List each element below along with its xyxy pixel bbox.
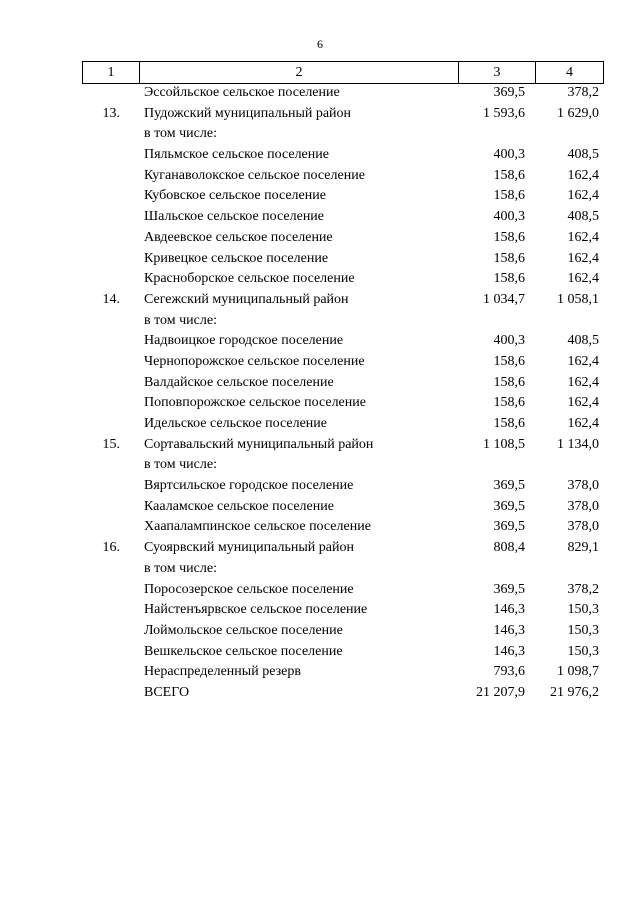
row-name: Идельское сельское поселение	[144, 416, 328, 431]
row-value-col4: 162,4	[567, 353, 599, 369]
row-value-col3: 158,6	[493, 188, 525, 204]
row-name: Сортавальский муниципальный район	[144, 436, 374, 452]
row-value-col3: 369,5	[493, 581, 525, 597]
table-body	[82, 83, 603, 704]
row-name: Авдеевское сельское поселение	[144, 229, 333, 245]
row-number: 13.	[102, 105, 120, 121]
row-value-col3: 158,6	[493, 374, 525, 390]
table-row	[82, 228, 603, 249]
row-value-col4: 162,4	[567, 395, 599, 411]
row-name: Пяльмское сельское поселение	[144, 147, 329, 163]
row-name: Лоймольское сельское поселение	[144, 622, 343, 638]
row-value-col3: 369,5	[493, 519, 525, 535]
table-row	[82, 393, 603, 414]
row-value-col4: 1 098,7	[557, 664, 599, 680]
row-value-col3: 158,6	[493, 167, 525, 183]
row-number: 14.	[102, 291, 120, 307]
row-name: Вешкельское сельское поселение	[144, 643, 343, 659]
row-value-col3: 146,3	[493, 602, 525, 618]
row-value-col4: 378,0	[567, 498, 599, 514]
row-name: Шальское сельское поселение	[144, 209, 325, 225]
row-number: 15.	[102, 436, 120, 452]
row-value-col4: 162,4	[567, 188, 599, 204]
row-value-col3: 146,3	[493, 643, 525, 659]
row-value-col4: 1 629,0	[557, 105, 599, 121]
row-value-col3: 369,5	[493, 478, 525, 494]
row-name: Куганаволокское сельское поселение	[144, 167, 365, 183]
row-value-col3: 158,6	[493, 395, 525, 411]
row-value-col4: 150,3	[567, 622, 599, 638]
table-row	[82, 538, 603, 559]
header-col-2: 2	[140, 62, 459, 84]
header-col-4: 4	[536, 62, 604, 84]
row-name: Нераспределенный резерв	[144, 664, 301, 680]
row-value-col3: 146,3	[493, 622, 525, 638]
row-name: в том числе:	[144, 560, 217, 576]
row-name: в том числе:	[144, 126, 217, 142]
row-name: Кааламское сельское поселение	[144, 498, 334, 514]
table-row	[82, 104, 603, 125]
row-value-col3: 369,5	[493, 85, 525, 100]
row-value-col4: 162,4	[567, 374, 599, 390]
row-value-col3: 400,3	[493, 147, 525, 163]
row-name: Суоярвский муниципальный район	[144, 540, 354, 556]
row-name: Поповпорожское сельское поселение	[144, 395, 366, 411]
row-value-col4: 408,5	[567, 209, 599, 225]
row-value-col4: 408,5	[567, 147, 599, 163]
row-name: в том числе:	[144, 457, 217, 473]
table-row	[82, 311, 603, 332]
row-name: Надвоицкое городское поселение	[144, 333, 344, 349]
row-name: Сегежский муниципальный район	[144, 291, 349, 307]
table-row	[82, 352, 603, 373]
row-name: Валдайское сельское поселение	[144, 374, 334, 390]
row-value-col3: 1 034,7	[483, 291, 525, 307]
row-value-col4: 162,4	[567, 416, 599, 431]
row-value-col3: 21 207,9	[476, 684, 525, 700]
row-value-col4: 378,0	[567, 478, 599, 494]
row-value-col4: 162,4	[567, 167, 599, 183]
table-row	[82, 249, 603, 270]
row-value-col3: 158,6	[493, 271, 525, 287]
row-name: Найстенъярвское сельское поселение	[144, 602, 368, 618]
row-name: Кривецкое сельское поселение	[144, 250, 329, 266]
row-value-col3: 158,6	[493, 229, 525, 245]
table-row	[82, 207, 603, 228]
table-row	[82, 373, 603, 394]
table-row	[82, 269, 603, 290]
table-row	[82, 414, 603, 435]
row-value-col4: 408,5	[567, 333, 599, 349]
page-number: 6	[317, 37, 323, 51]
table-row	[82, 290, 603, 311]
table-row	[82, 600, 603, 621]
row-name: Красноборское сельское поселение	[144, 271, 355, 287]
table-row	[82, 145, 603, 166]
row-value-col4: 829,1	[567, 540, 599, 556]
row-value-col4: 378,0	[567, 519, 599, 535]
table-row	[82, 331, 603, 352]
table-row	[82, 435, 603, 456]
row-value-col4: 162,4	[567, 271, 599, 287]
table-row	[82, 642, 603, 663]
row-value-col4: 162,4	[567, 229, 599, 245]
row-value-col4: 162,4	[567, 250, 599, 266]
row-name: Кубовское сельское поселение	[144, 188, 326, 204]
table-row	[82, 497, 603, 518]
row-value-col4: 150,3	[567, 602, 599, 618]
table-row	[82, 83, 603, 104]
row-name: Поросозерское сельское поселение	[144, 581, 354, 597]
row-value-col3: 400,3	[493, 209, 525, 225]
table-row	[82, 621, 603, 642]
row-value-col3: 400,3	[493, 333, 525, 349]
table-row	[82, 580, 603, 601]
row-value-col3: 1 593,6	[483, 105, 525, 121]
row-value-col3: 369,5	[493, 498, 525, 514]
table-row	[82, 166, 603, 187]
table-row	[82, 124, 603, 145]
row-value-col3: 158,6	[493, 250, 525, 266]
row-value-col4: 378,2	[567, 581, 599, 597]
table-row	[82, 476, 603, 497]
row-value-col4: 1 134,0	[557, 436, 599, 452]
row-value-col4: 21 976,2	[550, 684, 599, 700]
table-header	[82, 61, 604, 84]
row-name: в том числе:	[144, 312, 217, 328]
header-col-1: 1	[83, 62, 140, 84]
table-row	[82, 559, 603, 580]
table-row	[82, 455, 603, 476]
row-value-col4: 378,2	[567, 85, 599, 100]
row-value-col4: 150,3	[567, 643, 599, 659]
row-name: ВСЕГО	[144, 684, 190, 700]
row-name: Чернопорожское сельское поселение	[144, 353, 365, 369]
table-row	[82, 517, 603, 538]
row-value-col3: 158,6	[493, 353, 525, 369]
row-value-col3: 1 108,5	[483, 436, 525, 452]
table-row	[82, 662, 603, 683]
row-value-col3: 158,6	[493, 416, 525, 431]
row-value-col4: 1 058,1	[557, 291, 599, 307]
table-row	[82, 186, 603, 207]
row-name: Вяртсильское городское поселение	[144, 478, 354, 494]
table-row	[82, 683, 603, 704]
header-col-3: 3	[459, 62, 536, 84]
row-name: Пудожский муниципальный район	[144, 105, 352, 121]
row-value-col3: 793,6	[493, 664, 525, 680]
row-name: Хаапалампинское сельское поселение	[144, 519, 371, 535]
row-name: Эссойльское сельское поселение	[144, 85, 340, 100]
row-value-col3: 808,4	[493, 540, 525, 556]
row-number: 16.	[102, 540, 120, 556]
